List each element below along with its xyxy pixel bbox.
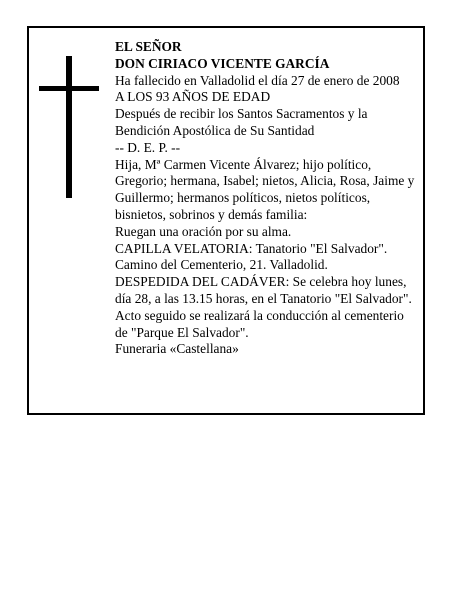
age-statement: A LOS 93 AÑOS DE EDAD <box>115 89 271 105</box>
rip-line: -- D. E. P. -- <box>115 139 181 155</box>
burial-line-1: Acto seguido se realizará la conducción al cementerio <box>115 307 404 323</box>
sacraments-line-2: Bendición Apostólica de Su Santidad <box>115 122 315 138</box>
notice-text <box>115 39 423 358</box>
notice-heading: EL SEÑOR <box>115 39 182 54</box>
prayer-request: Ruegan una oración por su alma. <box>115 223 292 239</box>
family-line-1: Hija, Mª Carmen Vicente Álvarez; hijo político, <box>115 156 372 172</box>
burial-line-2: de "Parque El Salvador". <box>115 324 249 340</box>
farewell-line-2: día 28, a las 13.15 horas, en el Tanatorio "El Salvador". <box>115 290 412 306</box>
cross-icon <box>39 56 99 198</box>
sacraments-line-1: Después de recibir los Santos Sacramentos y la <box>115 106 368 122</box>
cross-vertical-bar <box>66 56 72 198</box>
deceased-name: DON CIRIACO VICENTE GARCÍA <box>115 55 330 71</box>
death-statement: Ha fallecido en Valladolid el día 27 de enero de 2008 <box>115 72 400 88</box>
obituary-notice <box>27 26 425 415</box>
chapel-line-2: Camino del Cementerio, 21. Valladolid. <box>115 257 328 273</box>
chapel-line-1: CAPILLA VELATORIA: Tanatorio "El Salvador". <box>115 240 388 256</box>
cross-horizontal-bar <box>39 86 99 91</box>
funeral-home: Funeraria «Castellana» <box>115 341 239 357</box>
farewell-line-1: DESPEDIDA DEL CADÁVER: Se celebra hoy lunes, <box>115 274 407 290</box>
family-line-4: bisnietos, sobrinos y demás familia: <box>115 206 308 222</box>
family-line-2: Gregorio; hermana, Isabel; nietos, Alicia, Rosa, Jaime y <box>115 173 415 189</box>
family-line-3: Guillermo; hermanos políticos, nietos políticos, <box>115 190 371 206</box>
